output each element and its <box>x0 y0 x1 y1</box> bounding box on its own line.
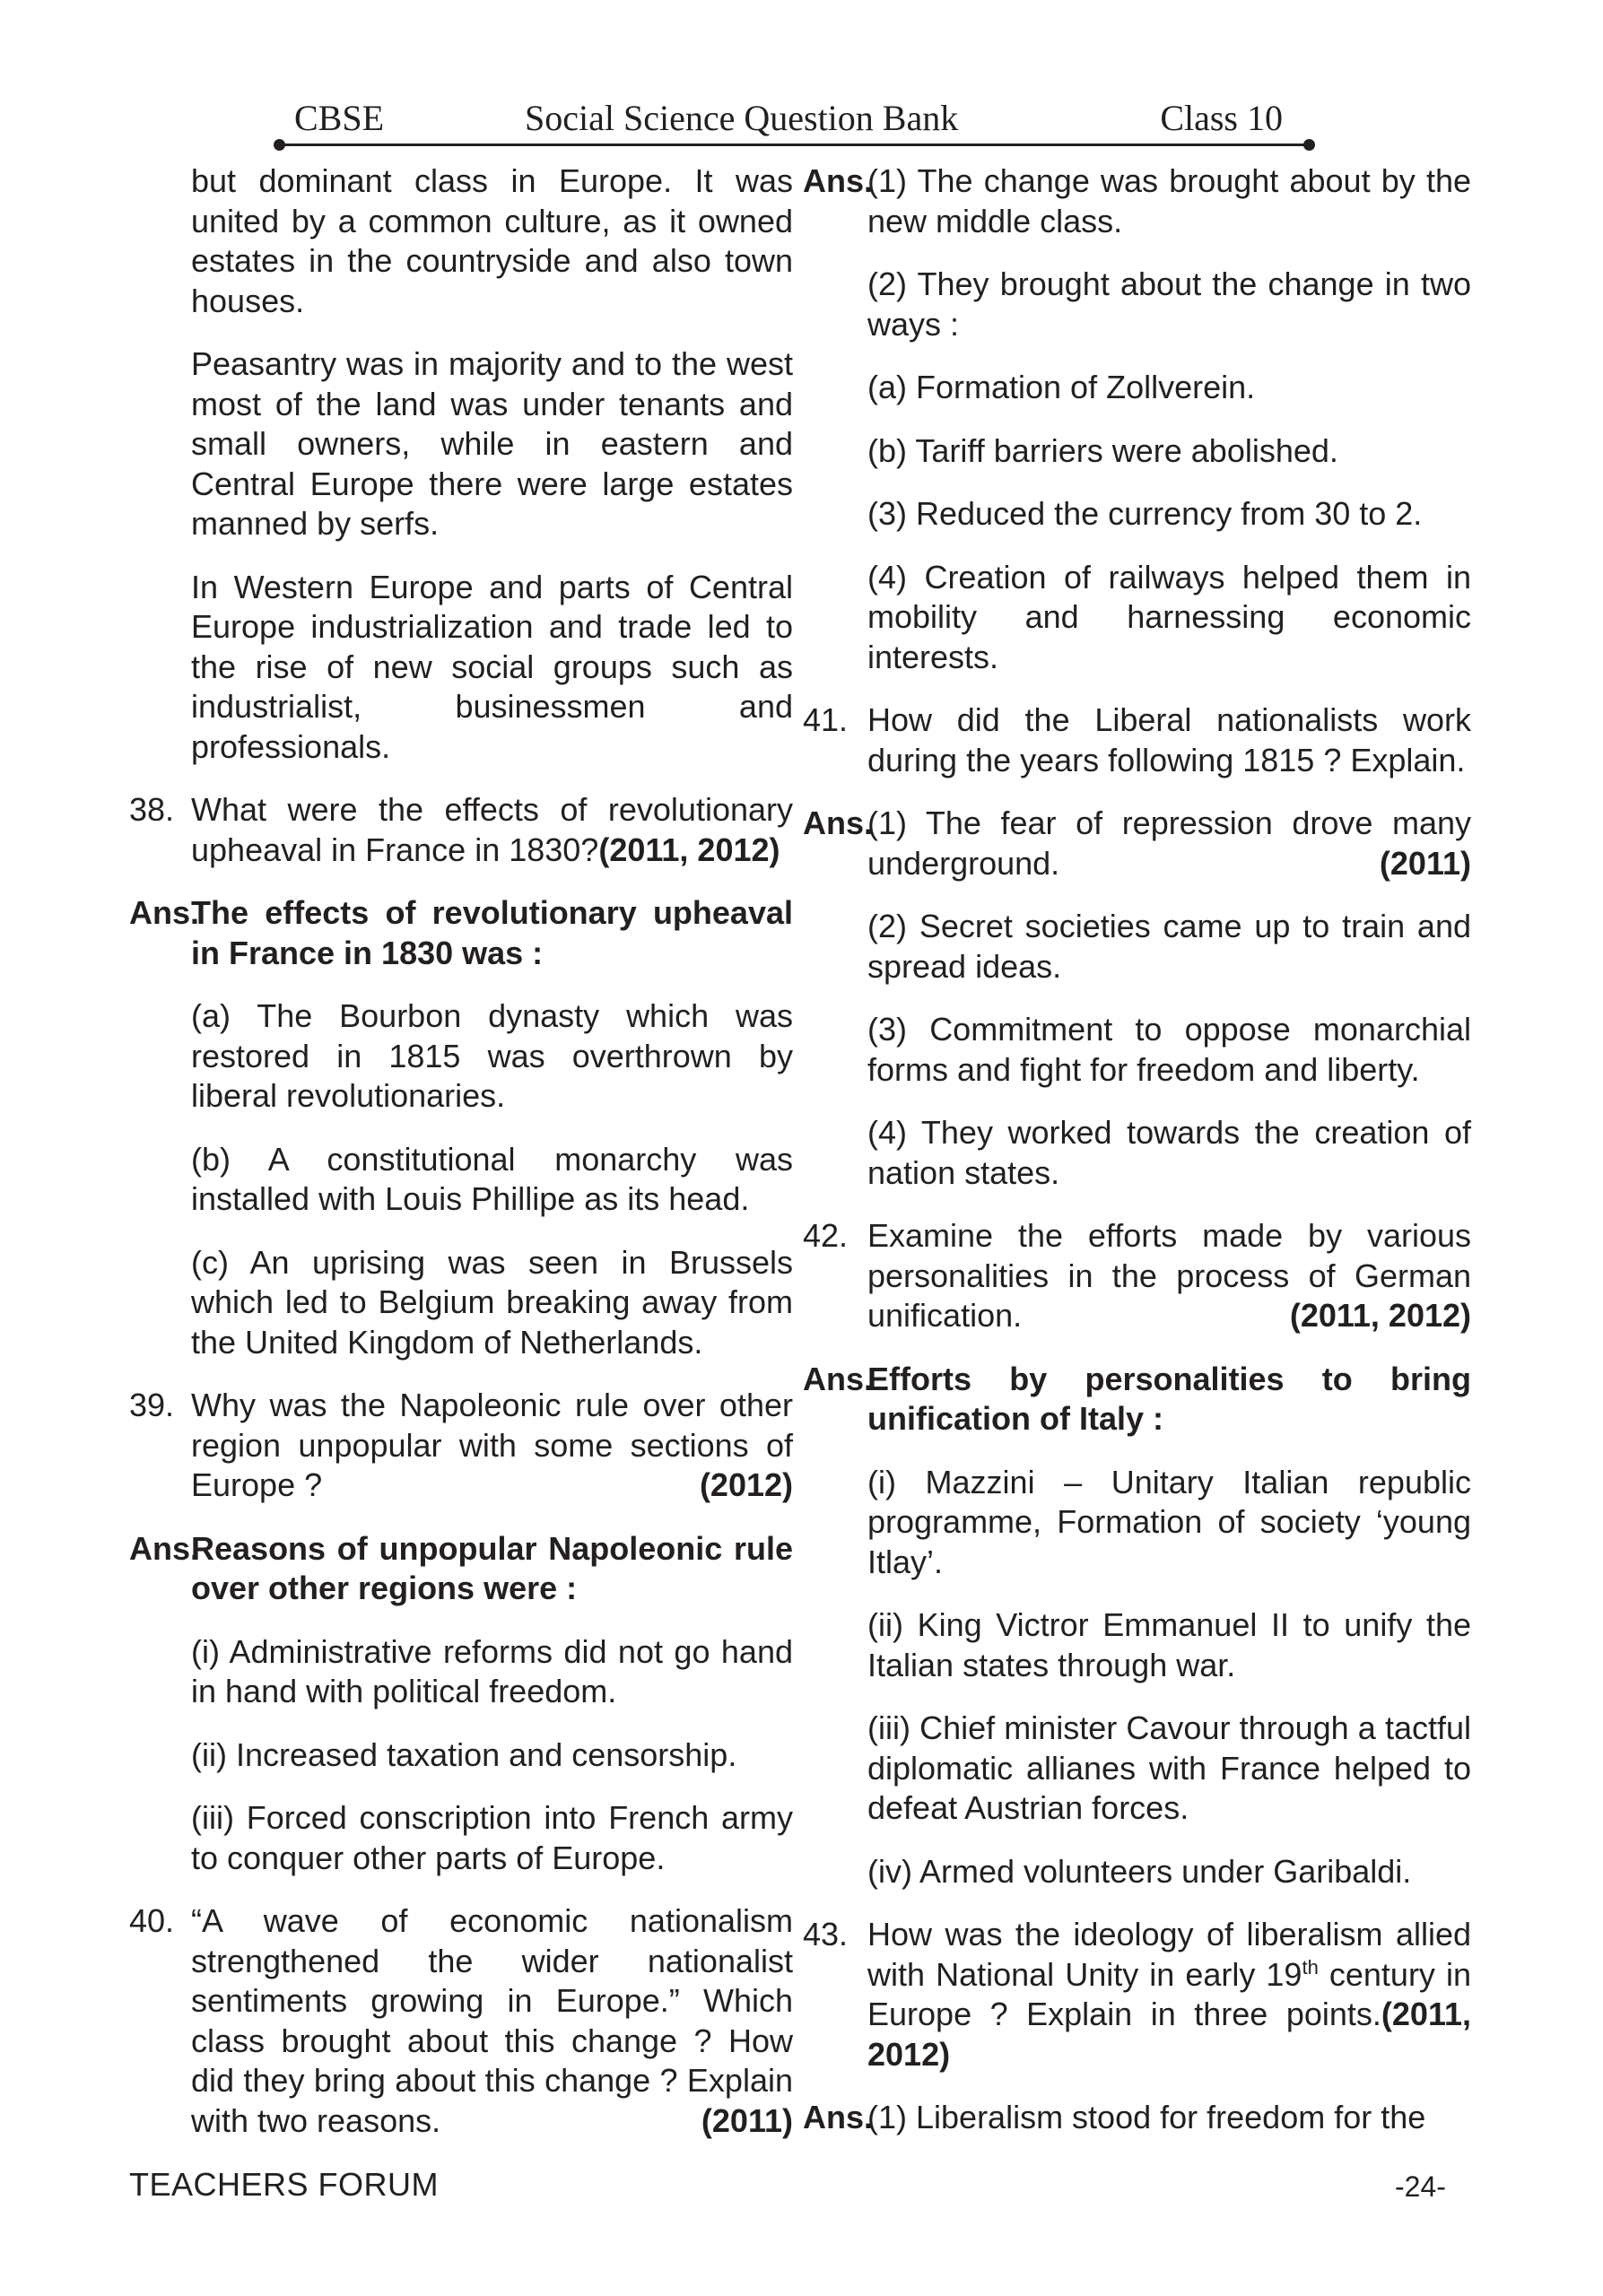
question-number: 41. <box>803 701 849 738</box>
footer-publisher: TEACHERS FORUM <box>129 2166 440 2203</box>
question-number: 42. <box>803 1217 849 1254</box>
page-number: -24- <box>1395 2170 1446 2203</box>
question-text: Why was the Napoleonic rule over other region unpopular with some sections of Europe ? <box>191 1387 793 1503</box>
answer-item: (i) Administrative reforms did not go hand in hand with political freedom. <box>191 1632 793 1709</box>
question-number: 39. <box>129 1387 175 1423</box>
question-number: 40. <box>129 1902 175 1939</box>
question-number: 38. <box>129 791 175 828</box>
answer-label: Ans. <box>803 162 874 199</box>
answer-41 <box>803 804 1471 883</box>
right-column <box>803 161 1471 2161</box>
question-39 <box>129 1386 793 1506</box>
answer-label: Ans. <box>803 1360 874 1397</box>
answer-42-heading <box>803 1360 1471 1439</box>
answer-item: (3) Reduced the currency from 30 to 2. <box>867 495 1423 532</box>
question-year: (2011, 2012) <box>867 1996 1471 2073</box>
answer-item: (a) The Bourbon dynasty which was restored in 1815 was overthrown by liberal revolutionaries. <box>191 997 793 1114</box>
answer-item: (2) They brought about the change in two ways : <box>867 265 1471 343</box>
header-rule-dot-right <box>1303 139 1315 151</box>
answer-43 <box>803 2098 1471 2138</box>
answer-label: Ans. <box>129 1529 200 1567</box>
answer-item: (iii) Forced conscription into French army to conquer other parts of Europe. <box>191 1799 793 1876</box>
answer-item: (ii) Increased taxation and censorship. <box>191 1735 737 1773</box>
paragraph: but dominant class in Europe. It was united by a common culture, as it owned estates in the countryside and also town houses. <box>191 162 793 319</box>
question-41 <box>803 700 1471 780</box>
question-40 <box>129 1901 793 2141</box>
question-year: (2011) <box>1379 844 1471 882</box>
paragraph: In Western Europe and parts of Central Europe industrialization and trade led to the rise of new social groups such as industrialist, businessmen and professionals. <box>191 568 793 765</box>
answer-item: (a) Formation of Zollverein. <box>867 369 1256 405</box>
answer-item: (1) The fear of repression drove many underground. <box>867 804 1471 882</box>
question-text: “A wave of economic nationalism strengthened the wider nationalist sentiments growing in Europe.” Which class brought about this change ? How did they bring about this change ? Explain with two reasons. <box>191 1902 793 2139</box>
header-rule-dot-left <box>274 139 285 151</box>
answer-item: (2) Secret societies came up to train and spread ideas. <box>867 908 1471 985</box>
header-rule <box>280 144 1310 146</box>
question-text: Examine the efforts made by various personalities in the process of German unification. <box>867 1217 1471 1334</box>
answer-item: (b) A constitutional monarchy was installed with Louis Phillipe as its head. <box>191 1140 793 1217</box>
answer-item: (i) Mazzini – Unitary Italian republic programme, Formation of society ‘young Itlay’. <box>867 1463 1471 1580</box>
answer-39-heading <box>129 1529 793 1609</box>
question-text: How did the Liberal nationalists work during the years following 1815 ? Explain. <box>867 701 1471 778</box>
question-text: How was the ideology of liberalism allied with National Unity in early 19 <box>867 1916 1471 1993</box>
answer-item: (iii) Chief minister Cavour through a tactful diplomatic allianes with France helped to defeat Austrian forces. <box>867 1709 1471 1826</box>
question-text-continued: century in Europe ? Explain in three points. <box>867 1955 1471 2032</box>
answer-heading: The effects of revolutionary upheaval in France in 1830 was : <box>191 894 793 971</box>
header-class: Class 10 <box>1160 98 1283 138</box>
answer-item: (1) The change was brought about by the new middle class. <box>867 162 1471 239</box>
answer-label: Ans. <box>803 2099 874 2135</box>
answer-item: (1) Liberalism stood for freedom for the <box>867 2099 1426 2135</box>
answer-38-heading <box>129 893 793 973</box>
page-header <box>269 90 1310 144</box>
answer-label: Ans. <box>129 894 200 931</box>
header-board: CBSE <box>294 98 385 138</box>
question-38 <box>129 790 793 870</box>
answer-item: (3) Commitment to oppose monarchial forms and fight for freedom and liberty. <box>867 1011 1471 1088</box>
question-text: What were the effects of revolutionary upheaval in France in 1830? <box>191 791 793 868</box>
answer-item: (iv) Armed volunteers under Garibaldi. <box>867 1852 1412 1890</box>
question-year: (2011, 2012) <box>598 831 780 868</box>
question-43 <box>803 1915 1471 2074</box>
superscript: th <box>1302 1955 1319 1979</box>
answer-heading: Reasons of unpopular Napoleonic rule over other regions were : <box>191 1529 793 1606</box>
answer-label: Ans. <box>803 804 874 841</box>
answer-item: (4) They worked towards the creation of nation states. <box>867 1114 1471 1191</box>
question-year: (2011) <box>701 2101 793 2139</box>
answer-heading: Efforts by personalities to bring unification of Italy : <box>867 1360 1471 1437</box>
question-year: (2012) <box>699 1466 793 1503</box>
answer-item: (c) An uprising was seen in Brussels which led to Belgium breaking away from the United Kingdom of Netherlands. <box>191 1243 793 1361</box>
answer-item: (b) Tariff barriers were abolished. <box>867 431 1338 469</box>
answer-item: (4) Creation of railways helped them in mobility and harnessing economic interests. <box>867 558 1471 675</box>
paragraph: Peasantry was in majority and to the west most of the land was under tenants and small owners, while in eastern and Central Europe there were large estates manned by serfs. <box>191 345 793 542</box>
answer-item: (ii) King Victror Emmanuel II to unify the Italian states through war. <box>867 1606 1471 1683</box>
header-title: Social Science Question Bank <box>525 98 959 138</box>
question-year: (2011, 2012) <box>1289 1297 1471 1334</box>
left-column <box>129 161 793 2164</box>
question-42 <box>803 1216 1471 1336</box>
answer-40 <box>803 161 1471 241</box>
question-number: 43. <box>803 1916 849 1952</box>
